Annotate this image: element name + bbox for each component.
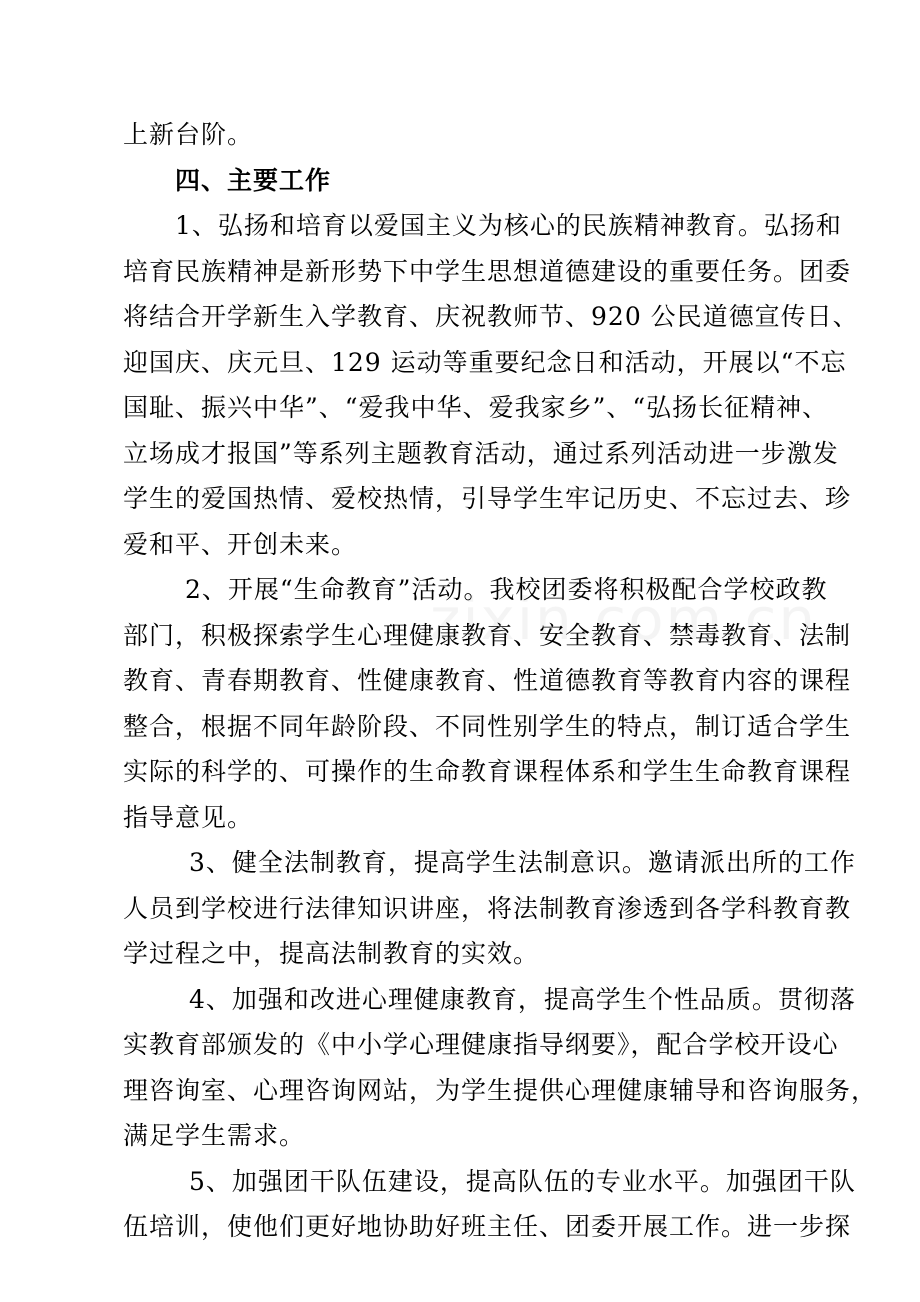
paragraph-4-line: 4、加强和改进心理健康教育，提高学生个性品质。贯彻落 [189,984,856,1014]
paragraph-5-line: 5、加强团干队伍建设，提高队伍的专业水平。加强团干队 [189,1166,856,1196]
paragraph-2-line: 指导意见。 [123,802,254,832]
paragraph-5-line: 伍培训，使他们更好地协助好班主任、团委开展工作。进一步探 [123,1212,852,1241]
paragraph-1-line: 国耻、振兴中华”、“爱我中华、爱我家乡”、“弘扬长征精神、 [123,393,829,422]
paragraph-2-line: 教育、青春期教育、性健康教育、性道德教育等教育内容的课程 [123,666,852,695]
paragraph-1-line: 立场成才报国”等系列主题教育活动，通过系列活动进一步激发 [123,438,839,468]
paragraph-2-line: 部门，积极探索学生心理健康教育、安全教育、禁毒教育、法制 [123,620,852,650]
paragraph-4-line: 满足学生需求。 [123,1121,306,1150]
paragraph-2-line: 实际的科学的、可操作的生命教育课程体系和学生生命教育课程 [123,757,852,786]
paragraph-3-line: 学过程之中，提高法制教育的实效。 [123,939,540,968]
paragraph-3-line: 人员到学校进行法律知识讲座，将法制教育渗透到各学科教育教 [123,893,852,923]
document-body [123,112,878,1250]
paragraph-1-line: 将结合开学新生入学教育、庆祝教师节、920 公民道德宣传日、 [123,302,859,331]
paragraph-1-line: 1、弘扬和培育以爱国主义为核心的民族精神教育。弘扬和 [175,211,842,240]
section-heading: 四、主要工作 [175,165,332,195]
paragraph-4-line: 理咨询室、心理咨询网站，为学生提供心理健康辅导和咨询服务， [123,1075,878,1105]
paragraph-4-line: 实教育部颁发的《中小学心理健康指导纲要》，配合学校开设心 [123,1030,839,1059]
text-line: 上新台阶。 [123,120,254,149]
paragraph-2-line: 2、开展“生命教育”活动。我校团委将积极配合学校政教 [185,575,828,604]
paragraph-1-line: 学生的爱国热情、爱校热情，引导学生牢记历史、不忘过去、珍 [123,484,852,513]
paragraph-1-line: 迎国庆、庆元旦、129 运动等重要纪念日和活动，开展以“不忘 [123,347,847,377]
paragraph-1-line: 培育民族精神是新形势下中学生思想道德建设的重要任务。团委 [123,256,852,286]
paragraph-3-line: 3、健全法制教育，提高学生法制意识。邀请派出所的工作 [189,848,856,877]
paragraph-2-line: 整合，根据不同年龄阶段、不同性别学生的特点，制订适合学生 [123,711,852,741]
paragraph-1-line: 爱和平、开创未来。 [123,529,358,559]
